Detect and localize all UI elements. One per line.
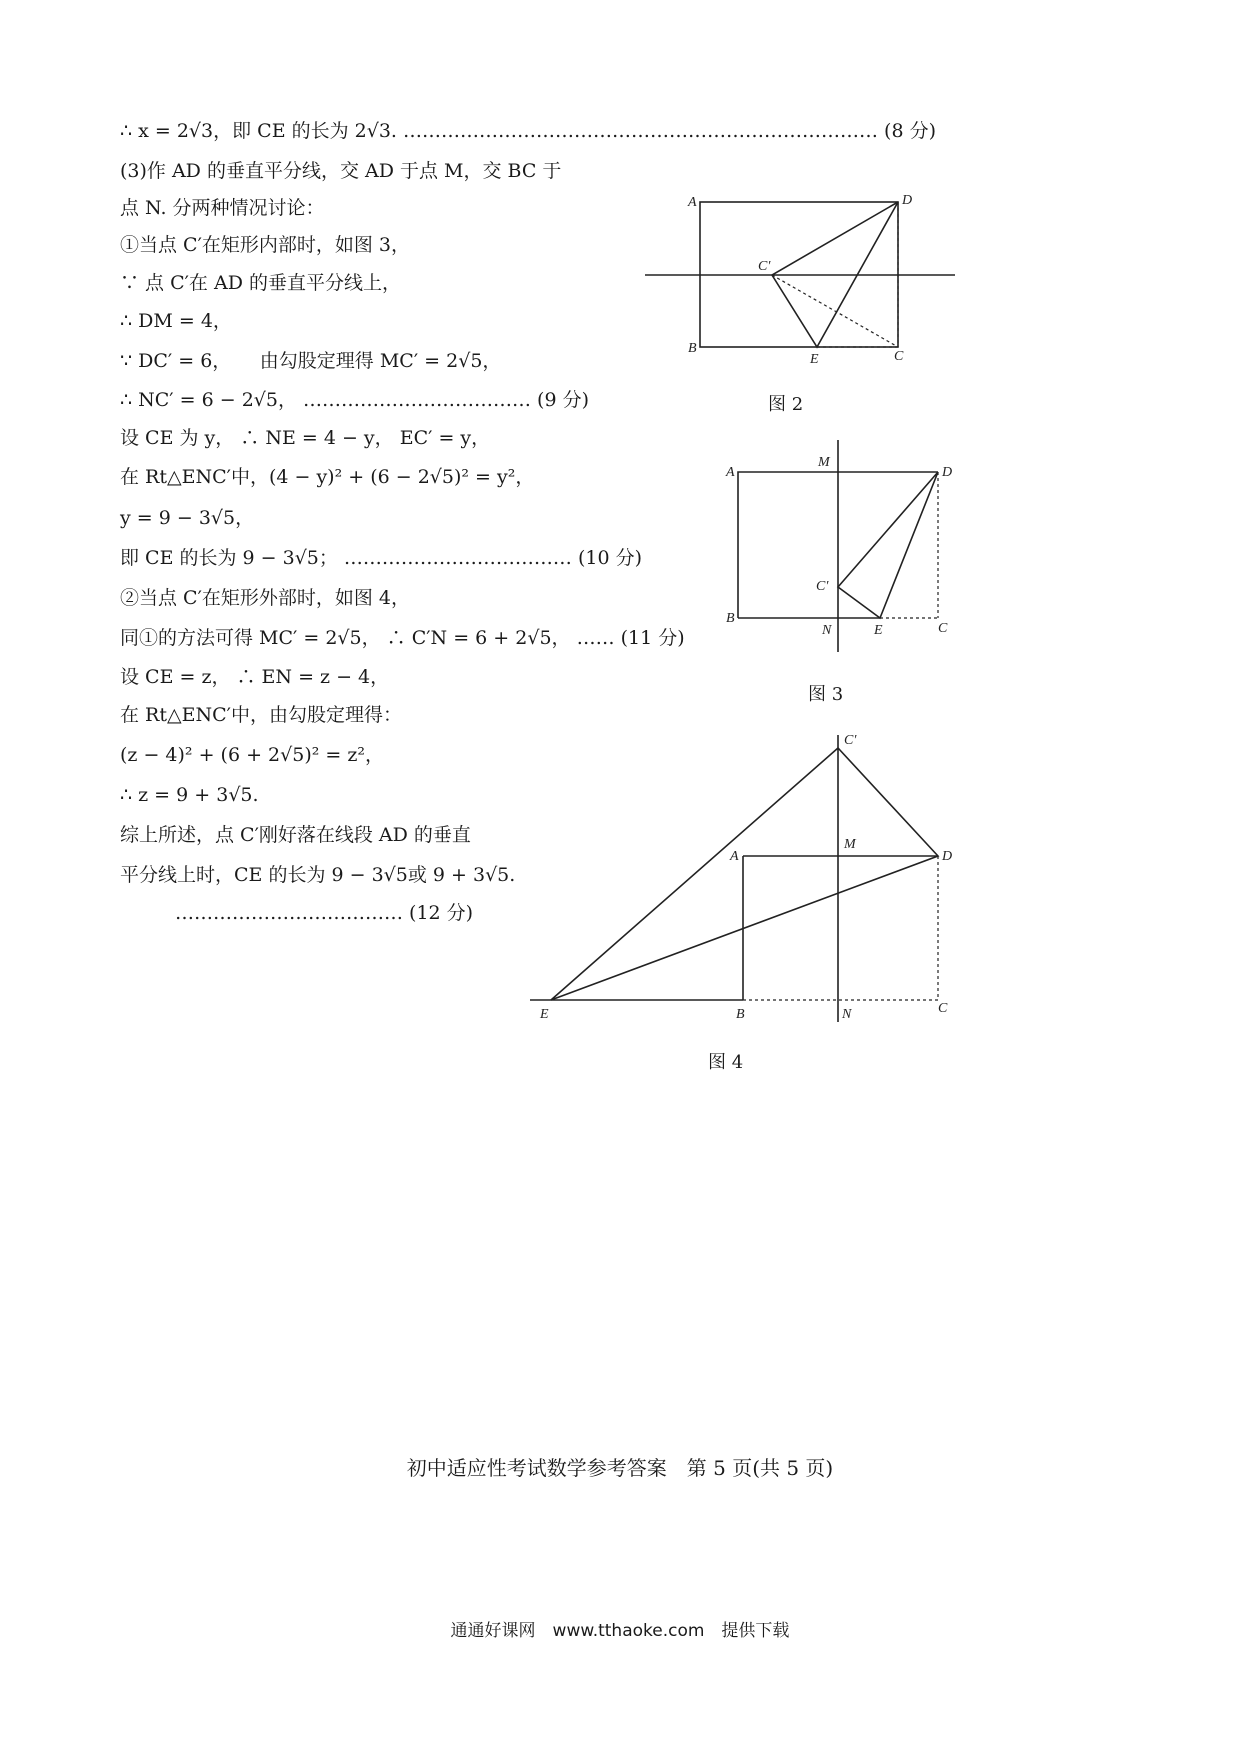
solution-line-8: ∴ NC′ = 6 − 2√5， ……………………………… (9 分): [120, 389, 590, 411]
solution-line-18: ∴ z = 9 + 3√5.: [120, 784, 259, 806]
fig4-label-a: A: [730, 849, 739, 864]
fig4-label-cprime: C′: [844, 733, 857, 748]
fig2-label-e: E: [810, 352, 819, 367]
solution-line-4: ①当点 C′在矩形内部时，如图 3，: [120, 234, 411, 256]
fig3-label-m: M: [818, 455, 830, 470]
solution-line-13: ②当点 C′在矩形外部时，如图 4，: [120, 587, 411, 609]
solution-line-7: ∵ DC′ = 6， 由勾股定理得 MC′ = 2√5，: [120, 350, 502, 372]
fig3-label-e: E: [874, 623, 883, 638]
fig2-label-d: D: [902, 193, 913, 208]
solution-line-9: 设 CE 为 y， ∴ NE = 4 − y， EC′ = y，: [120, 427, 491, 449]
fig4-label-e: E: [540, 1007, 549, 1022]
fig3-caption: 图 3: [808, 684, 844, 705]
figure-2-diagram: [645, 202, 955, 347]
fig3-label-n: N: [822, 623, 832, 638]
fig3-label-b: B: [726, 611, 735, 626]
solution-line-15: 设 CE = z， ∴ EN = z − 4，: [120, 666, 390, 688]
figure-4-diagram: [530, 735, 938, 1022]
fig3-label-d: D: [942, 465, 953, 480]
fig4-caption: 图 4: [708, 1052, 744, 1073]
solution-line-2: (3)作 AD 的垂直平分线，交 AD 于点 M，交 BC 于: [120, 160, 562, 182]
fig3-label-a: A: [726, 465, 735, 480]
solution-line-11: y = 9 − 3√5，: [120, 507, 255, 529]
fig3-label-c: C: [938, 621, 948, 636]
fig4-folded-triangle: [551, 748, 938, 1000]
figure-3-diagram: [738, 440, 938, 652]
fig4-label-b: B: [736, 1007, 745, 1022]
fig3-label-cprime: C′: [816, 579, 829, 594]
solution-line-16: 在 Rt△ENC′中，由勾股定理得：: [120, 704, 402, 726]
watermark-text: 通通好课网 www.tthaoke.com 提供下载: [450, 1621, 790, 1641]
fig2-label-c: C: [894, 349, 904, 364]
solution-line-20: 平分线上时，CE 的长为 9 − 3√5或 9 + 3√5.: [120, 864, 516, 886]
fig3-folded-triangle: [838, 472, 938, 618]
fig4-label-m: M: [844, 837, 856, 852]
fig4-label-c: C: [938, 1001, 948, 1016]
fig4-label-n: N: [842, 1007, 852, 1022]
fig2-label-cprime: C′: [758, 259, 771, 274]
fig2-dashed-cp-c: [772, 275, 898, 347]
solution-line-21: ……………………………… (12 分): [175, 902, 474, 924]
page-footer: 初中适应性考试数学参考答案 第 5 页(共 5 页): [406, 1456, 834, 1480]
solution-line-12: 即 CE 的长为 9 − 3√5； ……………………………… (10 分): [120, 547, 643, 569]
solution-line-10: 在 Rt△ENC′中，(4 − y)² + (6 − 2√5)² = y²，: [120, 466, 535, 488]
solution-line-14: 同①的方法可得 MC′ = 2√5， ∴ C′N = 6 + 2√5， …… (11 分): [120, 627, 685, 649]
fig2-caption: 图 2: [768, 394, 804, 415]
solution-line-19: 综上所述，点 C′刚好落在线段 AD 的垂直: [120, 824, 471, 846]
fig2-label-a: A: [688, 195, 697, 210]
solution-line-17: (z − 4)² + (6 + 2√5)² = z²，: [120, 744, 384, 766]
solution-line-3: 点 N. 分两种情况讨论：: [120, 197, 325, 219]
fig4-label-d: D: [942, 849, 953, 864]
solution-line-1: ∴ x = 2√3，即 CE 的长为 2√3. ………………………………………………………………… (8 分): [120, 120, 937, 142]
solution-line-6: ∴ DM = 4，: [120, 310, 232, 332]
solution-line-5: ∵ 点 C′在 AD 的垂直平分线上，: [120, 272, 401, 294]
fig2-label-b: B: [688, 341, 697, 356]
